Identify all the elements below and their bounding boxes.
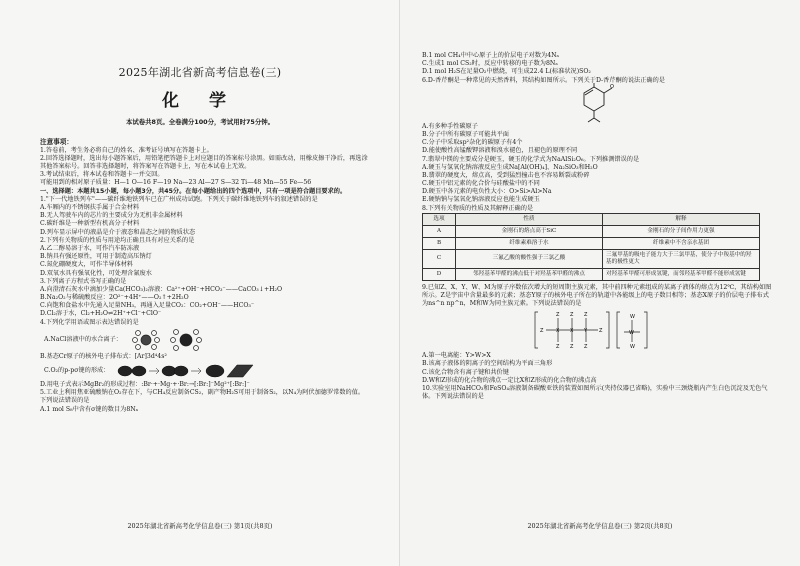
table-cell: 对羟基苯甲醛可形成氢键，而邻羟基苯甲醛不能形成氢键 [603, 268, 760, 280]
subject-title: 化 学 [162, 91, 238, 111]
table-row [423, 225, 760, 237]
svg-text:Z: Z [556, 344, 560, 351]
q6-option-b: B.分子中所有碳原子可能共平面 [422, 130, 509, 138]
q2-option-c: C.氮化硼硬度大，可作半导体材料 [40, 261, 134, 269]
q5-option-d: D.1 mol H₂S在足量O₂中燃烧，可生成22.4 L(标准状况)SO₂ [422, 68, 591, 76]
svg-text:Z: Z [584, 344, 588, 351]
table-header: 解释 [603, 213, 760, 225]
carvone-structure-area [422, 85, 772, 123]
svg-text:Y: Y [584, 328, 588, 335]
exam-title: 2025年湖北省新高考信息卷(三) [118, 66, 282, 79]
svg-text:Z: Z [570, 312, 574, 319]
table-cell: 金刚石的熔点高于SiC [456, 225, 603, 237]
section-1-heading: 一、选择题：本题共15小题，每小题3分，共45分。在每小题给出的四个选项中，只有一项是符合题目要求的。 [40, 187, 347, 195]
table-cell: 金刚石的分子间作用力更强 [603, 225, 760, 237]
q7-option-c: C.硬玉中铝元素的化合价与硅酸盐中的不同 [422, 180, 540, 188]
question-8: 8.下列有关物质的性质及其解释正确的是 [422, 204, 534, 212]
svg-text:W: W [630, 314, 635, 321]
q9-option-c: C.该化合物含有离子键和共价键 [422, 368, 509, 376]
q2-option-a: A.乙二醇易溶于水，可作汽车防冻液 [40, 244, 140, 252]
q3-option-d: D.Cl₂溶于水，Cl₂+H₂O⇌2H⁺+Cl⁻+ClO⁻ [40, 310, 162, 318]
q3-option-b: B.Na₂O₂与稀硫酸反应：2O²⁻+4H⁺——O₂↑+2H₂O [40, 294, 189, 302]
page-1-footer: 2025年湖北省新高考化学信息卷(三) 第1页(共8页) [127, 521, 273, 530]
question-1: 1."下一代地铁列车"——碳纤维地铁列车已在广州成功试跑。下列关于碳纤维地铁列车的叙述错误的是 [40, 195, 318, 203]
ionic-liquid-structure-figure [532, 308, 652, 352]
table-row [423, 268, 760, 280]
question-10: 10.实验室用NaHCO₃和FeSO₄溶液制备碳酸亚铁的装置如图所示(夹持仪器已省略)，实验中三颈烧瓶内产生白色沉淀及无色气体。下列说法错误的是 [422, 385, 768, 401]
table-cell: 三氟甲基的吸电子能力大于三氯甲基，使分子中羧基中的羟基的极性更大 [603, 249, 760, 268]
property-table [422, 213, 760, 281]
table-cell: B [423, 237, 456, 249]
page-2-block [422, 52, 772, 401]
notice-1: 1.答卷前，考生务必将自己的姓名、准考证号填写在答题卡上。 [40, 146, 213, 154]
table-header: 选项 [423, 213, 456, 225]
atomic-masses: 可能用到的相对原子质量：H—1 O—16 F—19 Na—23 Al—27 S—32 Ti—48 Mn—55 Fe—56 [40, 179, 312, 187]
q9-option-b: B.该离子液体的阴离子的空间结构为平面三角形 [422, 360, 553, 368]
table-row [423, 237, 760, 249]
q4-option-b: B.基态Cr原子的核外电子排布式：[Ar]3d⁴4s² [40, 352, 167, 360]
q7-option-b: B.翡翠的硬度大，熔点高，受到猛烈撞击也不容易断裂或粉碎 [422, 171, 590, 179]
svg-text:Z: Z [570, 344, 574, 351]
q4-option-a: A.NaCl溶液中的水合离子： [44, 335, 122, 343]
q4-option-c-row [44, 361, 370, 381]
table-cell: 纤维素难溶于水 [456, 237, 603, 249]
q2-option-d: D.双氧水具有强氧化性，可处理含氰废水 [40, 269, 152, 277]
question-4: 4.下列化学用语或图示表达错误的是 [40, 318, 139, 326]
table-cell: 三氟乙酸的酸性强于三氯乙酸 [456, 249, 603, 268]
q1-option-b: B.无人驾驶车内的芯片的主要成分为无机非金属材料 [40, 212, 183, 220]
table-header: 性质 [456, 213, 603, 225]
q5-option-b: B.1 mol CH₄中中心原子上的价层电子对数为4Nₐ [422, 52, 559, 59]
q6-option-d: D.能使酸性高锰酸钾溶液和溴水褪色，且褪色的原理不同 [422, 147, 578, 155]
q5-option-c: C.生成1 mol CS₂时，反应中转移的电子数为8Nₐ [422, 60, 558, 68]
q7-option-a: A.硬玉与氢氧化钠溶液反应生成Na[Al(OH)₄]、Na₂SiO₃和H₂O [422, 163, 598, 171]
table-cell: 纤维素中不含亲水基团 [603, 237, 760, 249]
ionic-liquid-structure-area [422, 308, 772, 352]
table-cell: 邻羟基苯甲醛的沸点低于对羟基苯甲醛的沸点 [456, 268, 603, 280]
notice-block [40, 138, 370, 414]
q9-option-a: A.第一电离能：Y>W>X [422, 352, 491, 360]
page-2 [400, 0, 800, 566]
table-row [423, 249, 760, 268]
notice-3: 3.考试结束后，将本试卷和答题卡一并交回。 [40, 171, 164, 179]
question-2: 2.下列有关物质的性质与用途均正确且具有对应关系的是 [40, 236, 195, 244]
q1-option-a: A.车厢内的不锈钢扶手属于合金材料 [40, 204, 140, 212]
svg-text:Z: Z [556, 312, 560, 319]
carvone-structure-figure [572, 83, 616, 123]
q1-option-d: D.列车显示屏中的液晶是介于液态和晶态之间的物质状态 [40, 228, 196, 236]
svg-text:Z: Z [599, 328, 603, 335]
q3-option-c: C.向饱和食盐水中先通入足量NH₃，再通入足量CO₂：CO₂+OH⁻——HCO₃⁻ [40, 302, 255, 310]
svg-text:W: W [630, 344, 635, 351]
question-3: 3.下列离子方程式书写正确的是 [40, 277, 127, 285]
svg-text:Z: Z [540, 328, 544, 335]
p-p-sigma-bond-figure [115, 361, 255, 381]
question-9: 9.已知Z、X、Y、W、M为原子序数依次增大的短周期主族元素，其中前四种元素组成的某离子液体的熔点为12℃，其结构如图所示。Z是宇宙中含量最多的元素；基态Y原子的核外电子所在的轨道中各能级上的电子数目相等；基态X原子的价层电子排布式为ns^n np^n，M和W为同主族元素。下列说法错误的是 [422, 283, 772, 308]
question-5: 5.工业上利用焦亚硫酸钠在O₂存在下，与CH₄反应制备CS₂，副产物H₂S可用于制备S₂，以N₄为阿伏加德罗常数的值。下列说法错误的是 [40, 389, 365, 405]
table-cell: D [423, 268, 456, 280]
q4-option-a-row [44, 327, 370, 353]
svg-text:O: O [610, 83, 614, 90]
q4-option-c: C.O₂的p-pσ键的形成： [44, 366, 110, 374]
svg-text:X: X [570, 328, 574, 335]
notice-2: 2.回答选择题时，选出每小题答案后，用铅笔把答题卡上对应题目的答案标号涂黑。如需改动，用橡皮擦干净后，再选涂其他答案标号。回答非选择题时，将答案写在答题卡上，写在本试卷上无效。 [40, 154, 368, 171]
question-7: 7.翡翠中镁的主要成分是硬玉，硬玉的化学式为NaAlSi₂O₆。下列推测错误的是 [422, 155, 640, 163]
q7-option-d: D.硬玉中各元素的电负性大小：O>Si>Al>Na [422, 188, 552, 196]
table-cell: C [423, 249, 456, 268]
svg-text:W: W [629, 330, 634, 337]
q3-option-a: A.向澄清石灰水中滴加少量Ca(HCO₃)₂溶液：Ca²⁺+OH⁻+HCO₃⁻——CaCO₃↓+H₂O [40, 285, 283, 293]
svg-text:Z: Z [584, 312, 588, 319]
q2-option-b: B.钠具有强还原性，可用于制造高压钠灯 [40, 253, 152, 261]
q6-option-a: A.有多种手性碳原子 [422, 122, 478, 130]
page-2-footer: 2025年湖北省新高考化学信息卷(三) 第2页(共8页) [527, 521, 673, 530]
exam-info: 本试卷共8页。全卷满分100分，考试用时75分钟。 [125, 118, 275, 126]
svg-text:X: X [556, 328, 560, 335]
table-cell: A [423, 225, 456, 237]
q1-option-c: C.碳纤维是一种新型有机高分子材料 [40, 220, 140, 228]
q7-option-e: E.硬钠钠与氢氧化钠溶液反应也能生成硬玉 [422, 196, 540, 204]
hydrated-ions-figure [128, 327, 208, 353]
q5-option-a: A.1 mol S₈中含有σ键的数目为8Nₐ [40, 405, 139, 413]
q4-option-d: D.用电子式表示MgBr₂的形成过程：:Br·+·Mg·+·Br:→[:Br:]⁻Mg²⁺[:Br:]⁻ [40, 381, 250, 389]
notice-title: 注意事项： [40, 138, 73, 146]
question-6: 6.D-香芹酮是一种常见的天然香料，其结构如图所示。下列关于D-香芹酮的说法正确的是 [422, 76, 665, 84]
q9-option-d: D.W和Z形成的化合物的沸点一定比X和Z形成的化合物的沸点高 [422, 376, 597, 384]
q6-option-c: C.分子中采取sp²杂化的碳原子有4个 [422, 139, 523, 147]
table-header-row [423, 213, 760, 225]
